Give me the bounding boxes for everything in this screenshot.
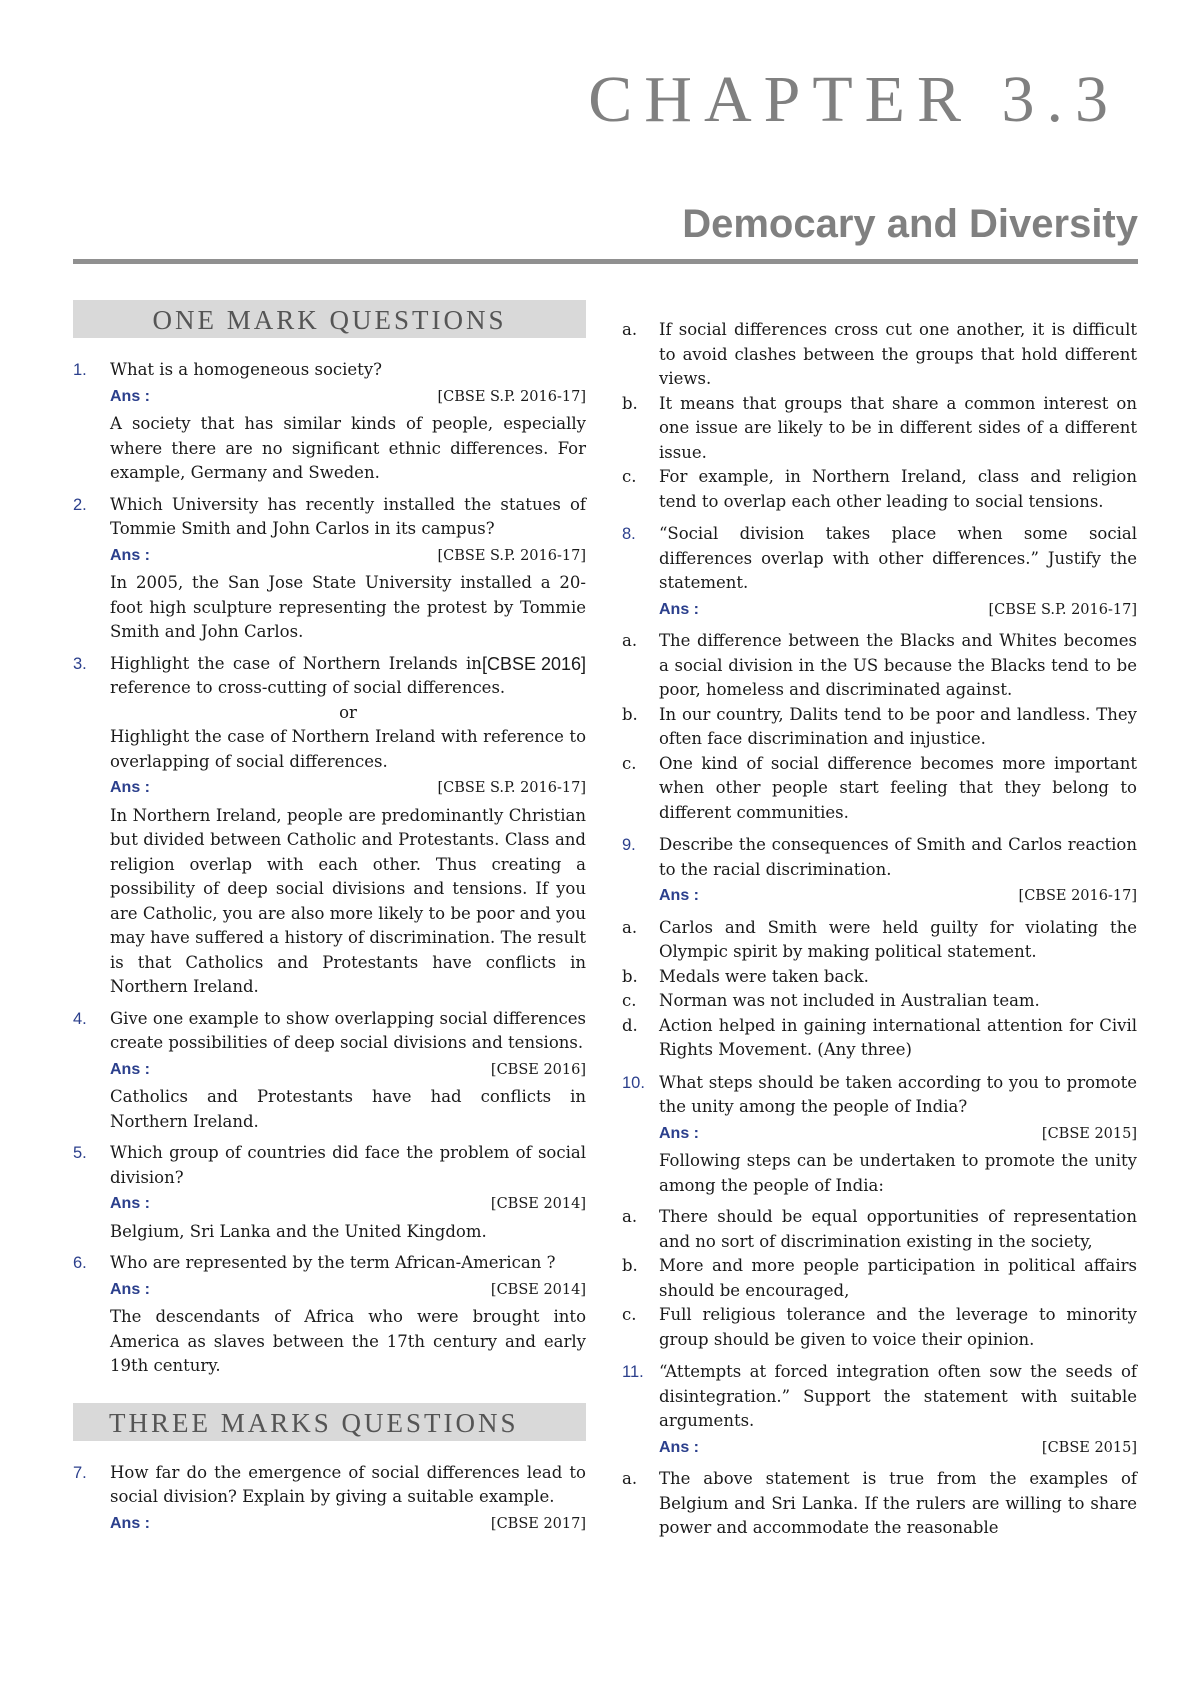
question-text: What is a homogeneous society? [110,360,382,379]
question-number: 2. [73,495,87,514]
point-text: In our country, Dalits tend to be poor and landless. They often face discrimination and injustice. [659,704,1137,748]
section-heading-one-mark: ONE MARK QUESTIONS [73,300,586,338]
answer-points-q10 [622,1205,1137,1352]
point-letter: a. [622,917,638,937]
answer-point [622,1014,1137,1063]
answer-point [622,1254,1137,1303]
answer-points-q7 [622,318,1137,514]
question-number: 4. [73,1009,87,1028]
answer-label: Ans : [110,1060,150,1078]
point-letter: c. [622,467,637,486]
question-text: “Attempts at forced integration often sow the seeds of disintegration.” Support the statement with suitable arguments. [659,1362,1137,1430]
exam-reference-inline: [CBSE 2016] [481,653,586,674]
answer-text: Following steps can be undertaken to promote the unity among the people of India: [659,1151,1137,1195]
answer-text: Belgium, Sri Lanka and the United Kingdom. [110,1221,487,1241]
question-9 [622,833,1137,909]
right-column [622,318,1137,1541]
question-text: Who are represented by the term African-American ? [110,1253,556,1272]
question-number: 5. [73,1144,87,1162]
exam-reference: [CBSE S.P. 2016-17] [437,388,586,405]
point-letter: b. [622,966,638,986]
exam-reference: [CBSE 2015] [1041,1439,1137,1456]
question-3 [73,652,586,1000]
point-text: Action helped in gaining international attention for Civil Rights Movement. (Any three) [659,1015,1137,1059]
exam-reference: [CBSE 2017] [490,1515,586,1532]
answer-header [110,776,586,801]
answer-point [622,916,1137,965]
answer-label: Ans : [659,887,699,904]
question-7 [73,1461,586,1537]
question-4 [73,1007,586,1135]
point-letter: a. [622,320,638,339]
answer-header [110,1058,586,1083]
answer-point [622,1205,1137,1254]
question-text: Describe the consequences of Smith and Carlos reaction to the racial discrimination. [659,835,1137,879]
point-text: It means that groups that share a common interest on one issue are likely to be in different sides of a different issue. [659,393,1137,462]
answer-points-q8 [622,629,1137,825]
question-5 [73,1141,586,1244]
answer-label: Ans : [659,600,699,618]
question-number: 7. [73,1463,87,1482]
question-text-alt: Highlight the case of Northern Ireland with reference to overlapping of social differences. [110,727,586,771]
point-letter: b. [622,1256,638,1275]
question-text: Which group of countries did face the problem of social division? [110,1143,586,1187]
question-number: 3. [73,654,87,673]
point-letter: d. [622,1015,638,1035]
answer-label: Ans : [110,1195,150,1212]
answer-text: A society that has similar kinds of people, especially where there are no significant ethnic differences. For example, Germany and Sweden. [110,414,586,482]
point-text: If social differences cross cut one another, it is difficult to avoid clashes between the groups that hold different views. [659,320,1137,388]
point-letter: c. [622,991,637,1010]
point-letter: a. [622,1207,638,1226]
point-text: There should be equal opportunities of representation and no sort of discrimination existing in the society, [659,1207,1137,1251]
point-text: The above statement is true from the examples of Belgium and Sri Lanka. If the rulers are willing to share power and accommodate the reasonable [659,1469,1137,1537]
point-text: Norman was not included in Australian team. [659,991,1040,1010]
answer-point [622,752,1137,826]
exam-reference: [CBSE 2014] [490,1281,586,1298]
or-separator: or [339,702,357,722]
question-6 [73,1251,586,1379]
exam-reference: [CBSE 2016-17] [1018,888,1137,904]
answer-header [659,1122,1137,1147]
question-number: 8. [622,525,636,543]
point-letter: c. [622,753,637,773]
answer-text: The descendants of Africa who were brought into America as slaves between the 17th century and early 19th century. [110,1307,586,1375]
answer-point [622,703,1137,752]
point-letter: a. [622,631,638,650]
answer-point [622,465,1137,514]
answer-label: Ans : [110,387,150,405]
answer-header [110,544,586,569]
point-text: Medals were taken back. [659,966,869,986]
point-letter: b. [622,393,638,413]
answer-points-q9 [622,916,1137,1063]
question-number: 11. [622,1363,644,1381]
answer-point [622,629,1137,703]
exam-reference: [CBSE 2014] [490,1196,586,1212]
answer-point [622,318,1137,392]
question-1 [73,358,586,486]
title-rule [73,259,1138,264]
exam-reference: [CBSE 2016] [490,1061,586,1078]
section-heading-three-marks: THREE MARKS QUESTIONS [73,1403,586,1441]
exam-reference: [CBSE S.P. 2016-17] [988,601,1137,618]
question-text: Give one example to show overlapping social differences create possibilities of deep social divisions and tensions. [110,1008,586,1052]
point-text: The difference between the Blacks and Whites becomes a social division in the US because the Blacks tend to be poor, homeless and discriminated against. [659,631,1137,699]
question-number: 9. [622,836,636,854]
point-letter: b. [622,704,638,724]
answer-header [110,1278,586,1303]
answer-header [110,385,586,410]
question-2 [73,493,586,645]
question-number: 10. [622,1073,645,1092]
question-8 [622,522,1137,622]
point-text: One kind of social difference becomes more important when other people start feeling that they belong to different communities. [659,753,1137,822]
answer-header [110,1192,586,1217]
left-column [73,300,586,1543]
answer-point [622,989,1137,1014]
answer-label: Ans : [659,1124,699,1142]
question-10 [622,1071,1137,1199]
exam-reference: [CBSE S.P. 2016-17] [437,780,586,796]
exam-reference: [CBSE S.P. 2016-17] [437,547,586,564]
point-text: For example, in Northern Ireland, class and religion tend to overlap each other leading to social tensions. [659,467,1137,511]
question-text-main: Highlight the case of Northern Irelands in reference to cross-cutting of social differences. [110,653,506,697]
answer-label: Ans : [110,546,150,564]
question-number: 1. [73,361,87,379]
exam-reference: [CBSE 2015] [1041,1125,1137,1142]
answer-label: Ans : [110,779,150,796]
answer-header [659,1436,1137,1461]
answer-label: Ans : [110,1280,150,1298]
answer-point [622,1467,1137,1541]
answer-points-q11 [622,1467,1137,1541]
point-letter: a. [622,1469,638,1488]
point-text: More and more people participation in political affairs should be encouraged, [659,1256,1137,1300]
point-text: Full religious tolerance and the leverage to minority group should be given to voice their opinion. [659,1305,1137,1349]
question-number: 6. [73,1254,87,1272]
question-text: What steps should be taken according to you to promote the unity among the people of India? [659,1072,1137,1116]
question-text: Which University has recently installed the statues of Tommie Smith and John Carlos in its campus? [110,494,586,538]
answer-header [659,598,1137,623]
answer-text: In 2005, the San Jose State University installed a 20-foot high sculpture representing the protest by Tommie Smith and John Carlos. [110,573,586,641]
chapter-label: CHAPTER 3.3 [588,63,1120,136]
answer-header [659,884,1137,909]
question-11 [622,1360,1137,1460]
answer-point [622,392,1137,466]
answer-label: Ans : [110,1514,150,1532]
point-letter: c. [622,1305,637,1324]
answer-text: Catholics and Protestants have had conflicts in Northern Ireland. [110,1087,586,1131]
answer-text: In Northern Ireland, people are predominantly Christian but divided between Catholic and Protestants. Class and religion overlap with each other. Thus creating a possibility of deep social divisions and tensions. If you are Catholic, you are also more likely to be poor and you may have suffered a history of discrimination. The result is that Catholics and Protestants have conflicts in Northern Ireland. [110,805,586,996]
answer-header [110,1512,586,1537]
answer-point [622,965,1137,990]
point-text: Carlos and Smith were held guilty for violating the Olympic spirit by making political statement. [659,917,1137,961]
chapter-title: Democary and Diversity [682,202,1138,246]
answer-label: Ans : [659,1438,699,1456]
question-text [110,652,586,701]
question-text: How far do the emergence of social differences lead to social division? Explain by giving a suitable example. [110,1462,586,1506]
answer-point [622,1303,1137,1352]
question-text: “Social division takes place when some social differences overlap with other differences.” Justify the statement. [659,524,1137,592]
